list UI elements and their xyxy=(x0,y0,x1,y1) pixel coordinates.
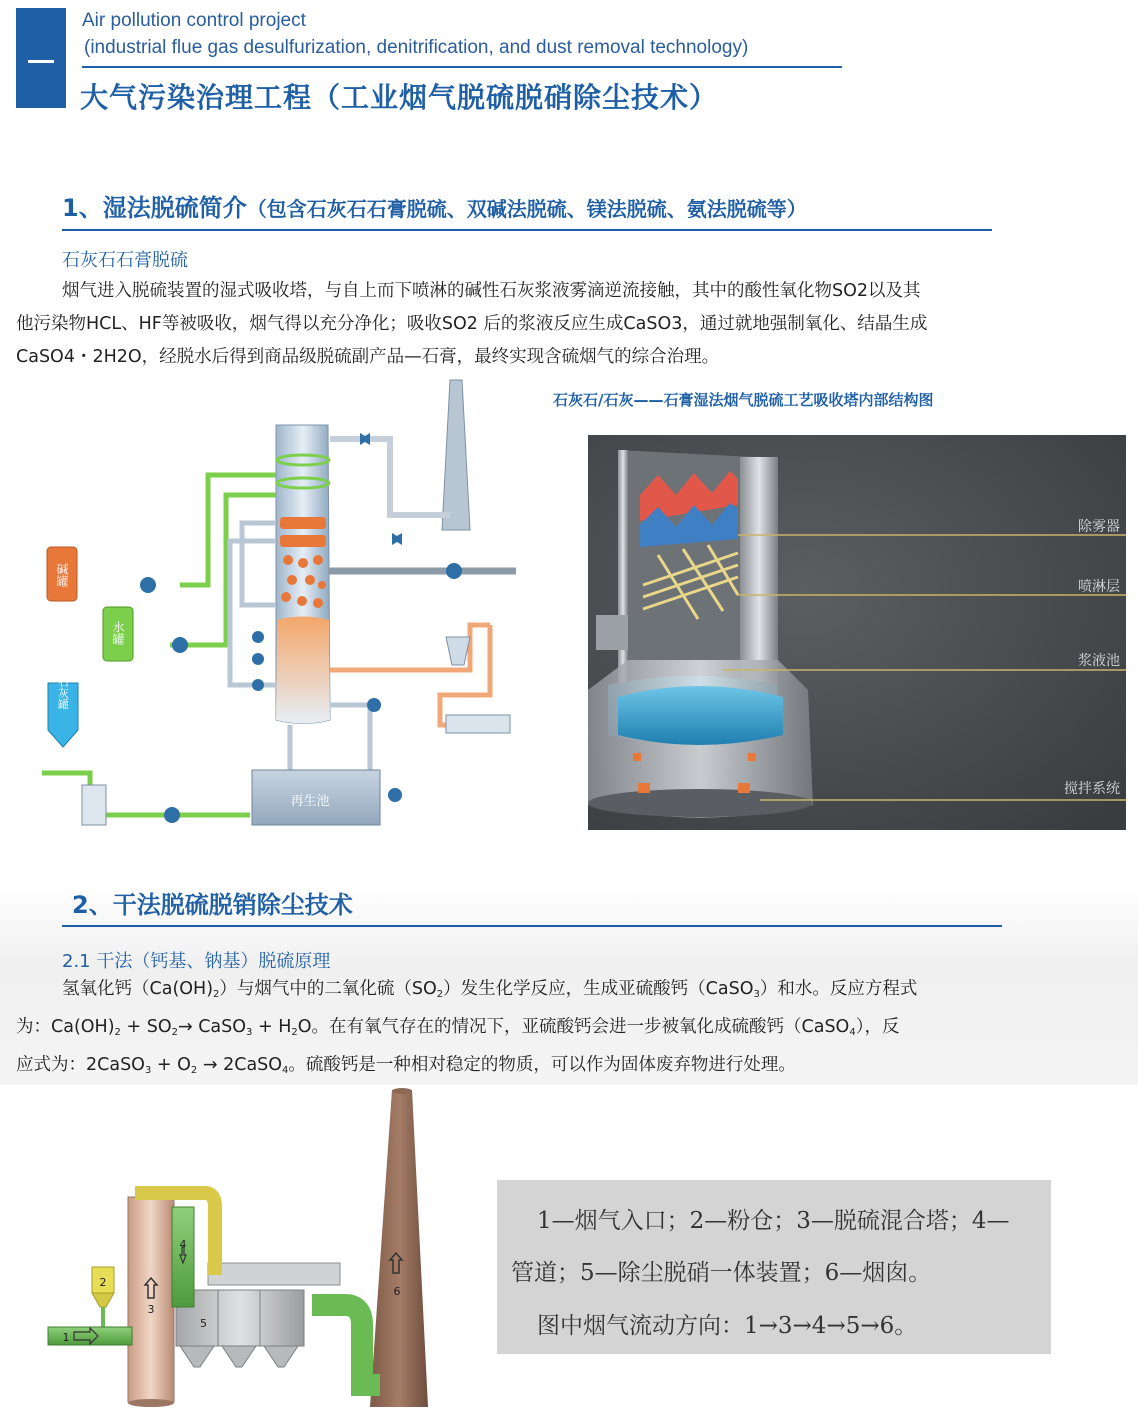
page-title-en-line2: (industrial flue gas desulfurization, denitrification, and dust removal technology) xyxy=(84,37,749,58)
valves xyxy=(360,433,402,545)
down-pipe xyxy=(172,1207,194,1307)
chimney-stack xyxy=(442,380,470,530)
alkali-tank-label: 碱罐 xyxy=(55,563,69,587)
section2-subheading: 2.1 干法（钙基、钠基）脱硫原理 xyxy=(62,951,331,972)
mixing-vessel xyxy=(82,785,106,825)
plant-number-6: 6 xyxy=(393,1285,401,1298)
recycle-pipe xyxy=(230,541,276,685)
tower-shell-left xyxy=(618,450,628,690)
legend-line: 图中烟气流动方向：1→3→4→5→6。 xyxy=(537,1313,918,1339)
legend-line: 1—烟气入口；2—粉仓；3—脱硫混合塔；4— xyxy=(537,1208,1010,1234)
section1-subheading: 石灰石石膏脱硫 xyxy=(62,250,188,271)
demister-label: 除雾器 xyxy=(1078,519,1120,535)
section1-title-main: 1、湿法脱硫简介 xyxy=(62,194,247,222)
tower-base-floor xyxy=(588,789,812,817)
subscript: 4 xyxy=(282,1065,289,1076)
section1-title xyxy=(62,188,807,223)
belt-filter xyxy=(446,715,510,733)
plant-number-1: 1 xyxy=(62,1331,70,1344)
plant-legend-box xyxy=(497,1180,1051,1354)
subscript: 2 xyxy=(291,1027,298,1038)
green-pipe xyxy=(170,495,276,645)
subscript: 2 xyxy=(213,989,220,1000)
plant-number-5: 5 xyxy=(200,1317,207,1330)
ash-hopper xyxy=(264,1346,298,1367)
paragraph-line: CaSO4・2H2O，经脱水后得到商品级脱硫副产品—石膏，最终实现含硫烟气的综合治理。 xyxy=(16,347,720,367)
plant-number-4: 4 xyxy=(179,1238,187,1251)
text-run: ），反 xyxy=(855,1017,900,1037)
green-pipe xyxy=(42,773,250,815)
page-title-zh: 大气污染治理工程（工业烟气脱硫脱硝除尘技术） xyxy=(80,81,719,114)
limestone-tank-label: 石灰罐 xyxy=(56,676,70,710)
text-run: 应式为：2CaSO xyxy=(16,1055,145,1075)
section2-title: 2、干法脱硫脱销除尘技术 xyxy=(72,891,353,919)
paragraph-line: 他污染物HCL、HF等被吸收，烟气得以充分净化；吸收SO2 后的浆液反应生成CaSO3，通过就地强制氧化、结晶生成 xyxy=(16,314,928,334)
flue-inlet xyxy=(596,615,628,650)
text-run: → 2CaSO xyxy=(197,1055,283,1075)
subscript: 3 xyxy=(246,1027,253,1038)
section1-title-note: （包含石灰石石膏脱硫、双碱法脱硫、镁法脱硫、氨法脱硫等） xyxy=(246,197,807,221)
absorber-tower-cutaway xyxy=(588,435,1126,830)
baghouse-roof xyxy=(208,1263,340,1285)
text-run: 为：Ca(OH) xyxy=(16,1017,115,1037)
slurry-pool-label: 浆液池 xyxy=(1078,653,1120,669)
text-run: 。硫酸钙是一种相对稳定的物质，可以作为固体废弃物进行处理。 xyxy=(288,1055,796,1075)
spray-header xyxy=(280,517,326,529)
section2-divider xyxy=(62,925,1002,927)
ash-hopper xyxy=(222,1346,256,1367)
subscript: 2 xyxy=(190,1065,198,1076)
subscript: 2 xyxy=(171,1027,178,1038)
paragraph-line xyxy=(16,1049,1121,1087)
plant-number-2: 2 xyxy=(99,1276,107,1289)
text-run: → CaSO xyxy=(177,1017,247,1037)
hydrocyclone xyxy=(446,637,470,665)
section-number-block xyxy=(16,8,66,108)
mixing-tower xyxy=(128,1197,174,1402)
spray-layer-label: 喷淋层 xyxy=(1078,579,1120,595)
duct-to-chimney xyxy=(312,1305,380,1385)
section2-paragraph xyxy=(16,973,1121,1087)
text-run: O。在有氧气存在的情况下，亚硫酸钙会进一步被氧化成硫酸钙（CaSO xyxy=(297,1017,850,1037)
plant-number-3: 3 xyxy=(147,1303,155,1316)
chimney-top xyxy=(392,1088,412,1094)
text-run: + H xyxy=(252,1017,292,1037)
header-divider xyxy=(82,66,842,68)
baghouse-body xyxy=(176,1290,304,1346)
water-tank-label: 水罐 xyxy=(111,621,125,645)
mixing-tower-base xyxy=(128,1399,174,1407)
section-number-dash xyxy=(28,60,54,63)
subscript: 3 xyxy=(753,989,760,1000)
text-run: ）和水。反应方程式 xyxy=(759,979,918,999)
slurry-pool-surface xyxy=(618,686,783,745)
ash-hopper xyxy=(180,1346,214,1367)
agitator-label: 搅拌系统 xyxy=(1064,781,1120,797)
text-run: + SO xyxy=(120,1017,172,1037)
text-run: ）与烟气中的二氧化硫（SO xyxy=(219,979,437,999)
powder-silo-cone xyxy=(92,1293,114,1307)
regeneration-pool-label: 再生池 xyxy=(290,794,330,809)
outlet-pipe xyxy=(330,439,450,515)
legend-line: 管道；5—除尘脱硝一体装置；6—烟囱。 xyxy=(511,1260,932,1286)
paragraph-line: 烟气进入脱硫装置的湿式吸收塔，与自上而下喷淋的碱性石灰浆液雾滴逆流接触，其中的酸性氧化物SO2以及其 xyxy=(62,281,921,301)
dry-desulfurization-plant xyxy=(40,1085,460,1415)
text-run: 氢氧化钙（Ca(OH) xyxy=(62,979,214,999)
paragraph-line xyxy=(16,1011,1121,1049)
tower-figure-caption: 石灰石/石灰——石膏湿法烟气脱硫工艺吸收塔内部结构图 xyxy=(553,391,934,409)
text-run: + O xyxy=(151,1055,191,1075)
tower-shell-right xyxy=(740,457,778,695)
subscript: 2 xyxy=(436,989,444,1000)
slurry-section xyxy=(276,617,330,724)
subscript: 2 xyxy=(114,1027,121,1038)
subscript: 3 xyxy=(144,1065,152,1076)
wet-desulfurization-schematic xyxy=(30,375,530,835)
chimney xyxy=(370,1090,428,1407)
paragraph-line xyxy=(16,973,1121,1011)
page-title-en-line1: Air pollution control project xyxy=(82,10,306,31)
section1-divider xyxy=(62,229,992,231)
text-run: ）发生化学反应，生成亚硫酸钙（CaSO xyxy=(443,979,754,999)
spray-header xyxy=(280,535,326,547)
subscript: 4 xyxy=(849,1027,856,1038)
recycle-pipe xyxy=(242,523,276,605)
section1-paragraph xyxy=(16,275,1121,374)
